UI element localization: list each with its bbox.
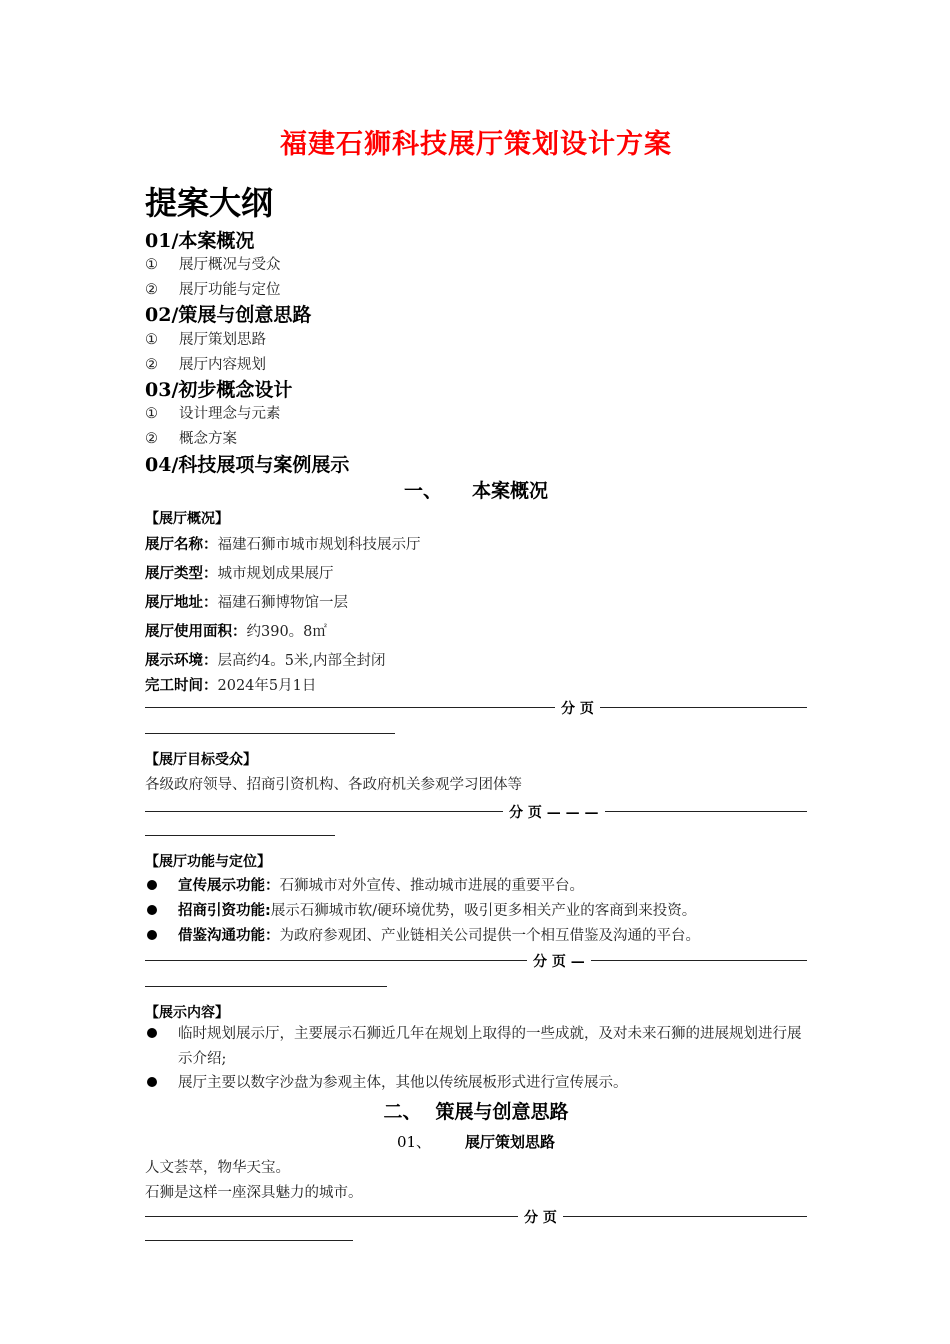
bullet-icon (147, 880, 157, 890)
outline-item: ② 展厅内容规划 (145, 357, 266, 373)
bullet-icon (147, 1077, 157, 1087)
content-label: 【展示内容】 (145, 1005, 229, 1021)
separator-line (145, 986, 387, 987)
outline-heading: 提案大纲 (145, 184, 274, 222)
overview-row: 展厅使用面积：约390。8㎡ (145, 624, 327, 640)
page-break-separator: 分 页 (145, 698, 807, 718)
section-heading-1: 一、 本案概况 (403, 480, 549, 502)
page-break-separator: 分 页 — (145, 951, 807, 971)
function-item: 招商引资功能:展示石狮城市软/硬环境优势，吸引更多相关产业的客商到来投资。 (145, 899, 807, 924)
separator-line (145, 1240, 353, 1241)
separator-line (145, 835, 335, 836)
body-text: 人文荟萃，物华天宝。 (145, 1160, 290, 1176)
outline-item: ② 概念方案 (145, 431, 237, 447)
body-text: 石狮是这样一座深具魅力的城市。 (145, 1185, 363, 1201)
outline-section-04: 04/科技展项与案例展示 (145, 454, 350, 476)
overview-row: 完工时间：2024年5月1日 (145, 678, 317, 694)
function-item: 借鉴沟通功能：为政府参观团、产业链相关公司提供一个相互借鉴及沟通的平台。 (145, 924, 807, 949)
outline-item: ② 展厅功能与定位 (145, 282, 281, 298)
outline-section-02: 02/策展与创意思路 (145, 304, 312, 326)
outline-item: ① 展厅概况与受众 (145, 257, 281, 273)
bullet-icon (147, 930, 157, 940)
content-item: 临时规划展示厅，主要展示石狮近几年在规划上取得的一些成就，及对未来石狮的进展规划进行展示介绍; (145, 1022, 807, 1072)
bullet-icon (147, 1028, 157, 1038)
overview-label: 【展厅概况】 (145, 511, 229, 527)
outline-section-03: 03/初步概念设计 (145, 379, 293, 401)
bullet-icon (147, 905, 157, 915)
function-label: 【展厅功能与定位】 (145, 854, 271, 870)
overview-row: 展厅类型：城市规划成果展厅 (145, 566, 334, 582)
overview-row: 展厅名称：福建石狮市城市规划科技展示厅 (145, 537, 421, 553)
page-break-separator: 分 页 — — — (145, 802, 807, 822)
audience-label: 【展厅目标受众】 (145, 752, 257, 768)
content-item: 展厅主要以数字沙盘为参观主体，其他以传统展板形式进行宣传展示。 (145, 1071, 807, 1096)
subsection-heading: 01、 展厅策划思路 (396, 1133, 556, 1151)
page-break-separator: 分 页 (145, 1207, 807, 1227)
outline-item: ① 设计理念与元素 (145, 406, 281, 422)
overview-row: 展示环境：层高约4。5米,内部全封闭 (145, 653, 386, 669)
audience-text: 各级政府领导、招商引资机构、各政府机关参观学习团体等 (145, 777, 522, 793)
outline-item: ① 展厅策划思路 (145, 332, 266, 348)
outline-section-01: 01/本案概况 (145, 230, 255, 252)
section-heading-2: 二、 策展与创意思路 (383, 1101, 569, 1123)
separator-line (145, 733, 395, 734)
overview-row: 展厅地址：福建石狮博物馆一层 (145, 595, 348, 611)
document-title: 福建石狮科技展厅策划设计方案 (280, 129, 672, 160)
function-item: 宣传展示功能：石狮城市对外宣传、推动城市进展的重要平台。 (145, 874, 807, 899)
